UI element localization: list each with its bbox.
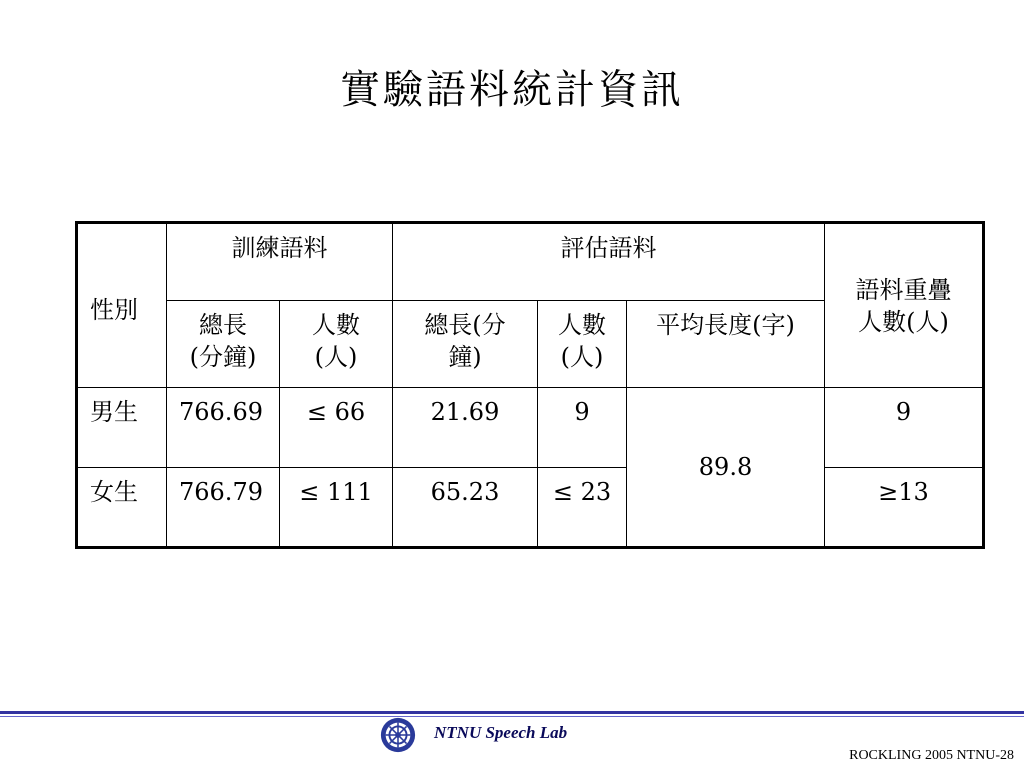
header-gender-text: 性別	[90, 295, 138, 324]
cell-train-total: 766.79	[167, 468, 280, 548]
header-overlap-line1: 語料重疊	[855, 275, 952, 304]
cell-train-speakers: ≤ 66	[280, 388, 393, 468]
header-overlap	[825, 223, 984, 388]
footer-slide-code: ROCKLING 2005 NTNU-28	[849, 748, 1014, 763]
header-eval-total-line2: 鐘)	[448, 343, 482, 371]
footer-lab-name: NTNU Speech Lab	[434, 723, 568, 742]
cell-gender: 男生	[77, 388, 167, 468]
footer-rule-thick	[0, 711, 1024, 714]
header-gender	[77, 223, 167, 388]
cell-gender: 女生	[77, 468, 167, 548]
header-train-speakers	[280, 301, 393, 388]
header-train-total-line2: (分鐘)	[189, 343, 257, 371]
header-eval-speakers-line2: (人)	[560, 343, 604, 371]
cell-train-total: 766.69	[167, 388, 280, 468]
cell-eval-total: 65.23	[393, 468, 538, 548]
header-train-total	[167, 301, 280, 388]
cell-overlap: ≥13	[825, 468, 984, 548]
header-eval-avg-length	[627, 301, 825, 388]
footer-rule-thin	[0, 716, 1024, 717]
table-row	[77, 468, 984, 548]
cell-eval-total: 21.69	[393, 388, 538, 468]
header-eval-total	[393, 301, 538, 388]
logo-hub	[395, 732, 401, 738]
cell-eval-speakers: 9	[538, 388, 627, 468]
header-evaluation-text: 評估語料	[560, 234, 657, 262]
header-eval-avg-length-text: 平均長度(字)	[656, 311, 795, 339]
cell-eval-speakers: ≤ 23	[538, 468, 627, 548]
ntnu-logo-icon	[379, 716, 417, 754]
cell-train-speakers: ≤ 111	[280, 468, 393, 548]
header-training-text: 訓練語料	[231, 234, 328, 262]
header-eval-total-line1: 總長(分	[424, 311, 506, 339]
header-training-group	[167, 223, 393, 301]
table-row	[77, 388, 984, 468]
header-evaluation-group	[393, 223, 825, 301]
cell-overlap: 9	[825, 388, 984, 468]
cell-eval-avg-length: 89.8	[627, 388, 825, 548]
header-train-speakers-line1: 人數	[312, 311, 360, 339]
slide-title: 實驗語料統計資訊	[340, 67, 684, 113]
header-overlap-line2: 人數(人)	[858, 307, 949, 336]
header-eval-speakers	[538, 301, 627, 388]
header-train-speakers-line2: (人)	[314, 343, 358, 371]
header-eval-speakers-line1: 人數	[558, 311, 606, 339]
corpus-statistics-table	[75, 221, 985, 549]
header-train-total-line1: 總長	[199, 311, 247, 339]
